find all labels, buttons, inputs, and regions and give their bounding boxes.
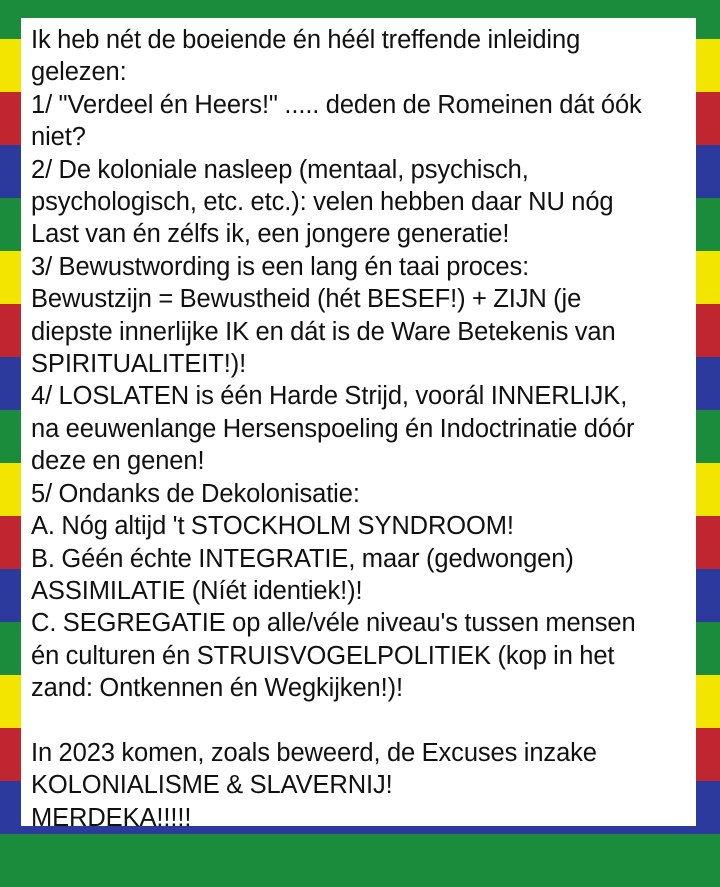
text-line: diepste innerlijke IK en dát is de Ware Betekenis van <box>31 317 616 346</box>
text-line: MERDEKA!!!!! <box>31 803 192 832</box>
text-line: niet? <box>31 123 86 152</box>
text-line: SPIRITUALITEIT!)! <box>31 350 247 379</box>
text-line: Last van én zélfs ik, een jongere generatie! <box>31 220 510 249</box>
post-text <box>31 24 690 834</box>
text-line: KOLONIALISME & SLAVERNIJ! <box>31 771 393 800</box>
text-line: ASSIMILATIE (Níét identiek!)! <box>31 576 363 605</box>
text-panel <box>21 18 696 832</box>
text-line: 2/ De koloniale nasleep (mentaal, psychisch, <box>31 155 529 184</box>
text-line: gelezen: <box>31 58 127 87</box>
text-line: én culturen én STRUISVOGELPOLITIEK (kop in het <box>31 641 615 670</box>
text-line: B. Géén échte INTEGRATIE, maar (gedwongen) <box>31 544 574 573</box>
text-line <box>31 705 690 737</box>
text-line: 1/ "Verdeel én Heers!" ..... deden de Romeinen dát óók <box>31 90 642 119</box>
text-line: Bewustzijn = Bewustheid (hét BESEF!) + ZIJN (je <box>31 285 582 314</box>
text-line: In 2023 komen, zoals beweerd, de Excuses inzake <box>31 738 597 767</box>
text-line: A. Nóg altijd 't STOCKHOLM SYNDROOM! <box>31 512 514 541</box>
text-line: zand: Ontkennen én Wegkijken!)! <box>31 674 403 703</box>
background-stripe <box>0 834 720 887</box>
text-line: 3/ Bewustwording is een lang én taai proces: <box>31 252 530 281</box>
text-line: 5/ Ondanks de Dekolonisatie: <box>31 479 360 508</box>
text-line: C. SEGREGATIE op alle/véle niveau's tussen mensen <box>31 609 636 638</box>
text-line: deze en genen! <box>31 447 205 476</box>
text-line: Ik heb nét de boeiende én héél treffende inleiding <box>31 26 581 54</box>
text-line: psychologisch, etc. etc.): velen hebben daar NU nóg <box>31 188 614 217</box>
text-line: na eeuwenlange Hersenspoeling én Indoctrinatie dóór <box>31 414 635 443</box>
text-line: 4/ LOSLATEN is één Harde Strijd, voorál INNERLIJK, <box>31 382 628 411</box>
